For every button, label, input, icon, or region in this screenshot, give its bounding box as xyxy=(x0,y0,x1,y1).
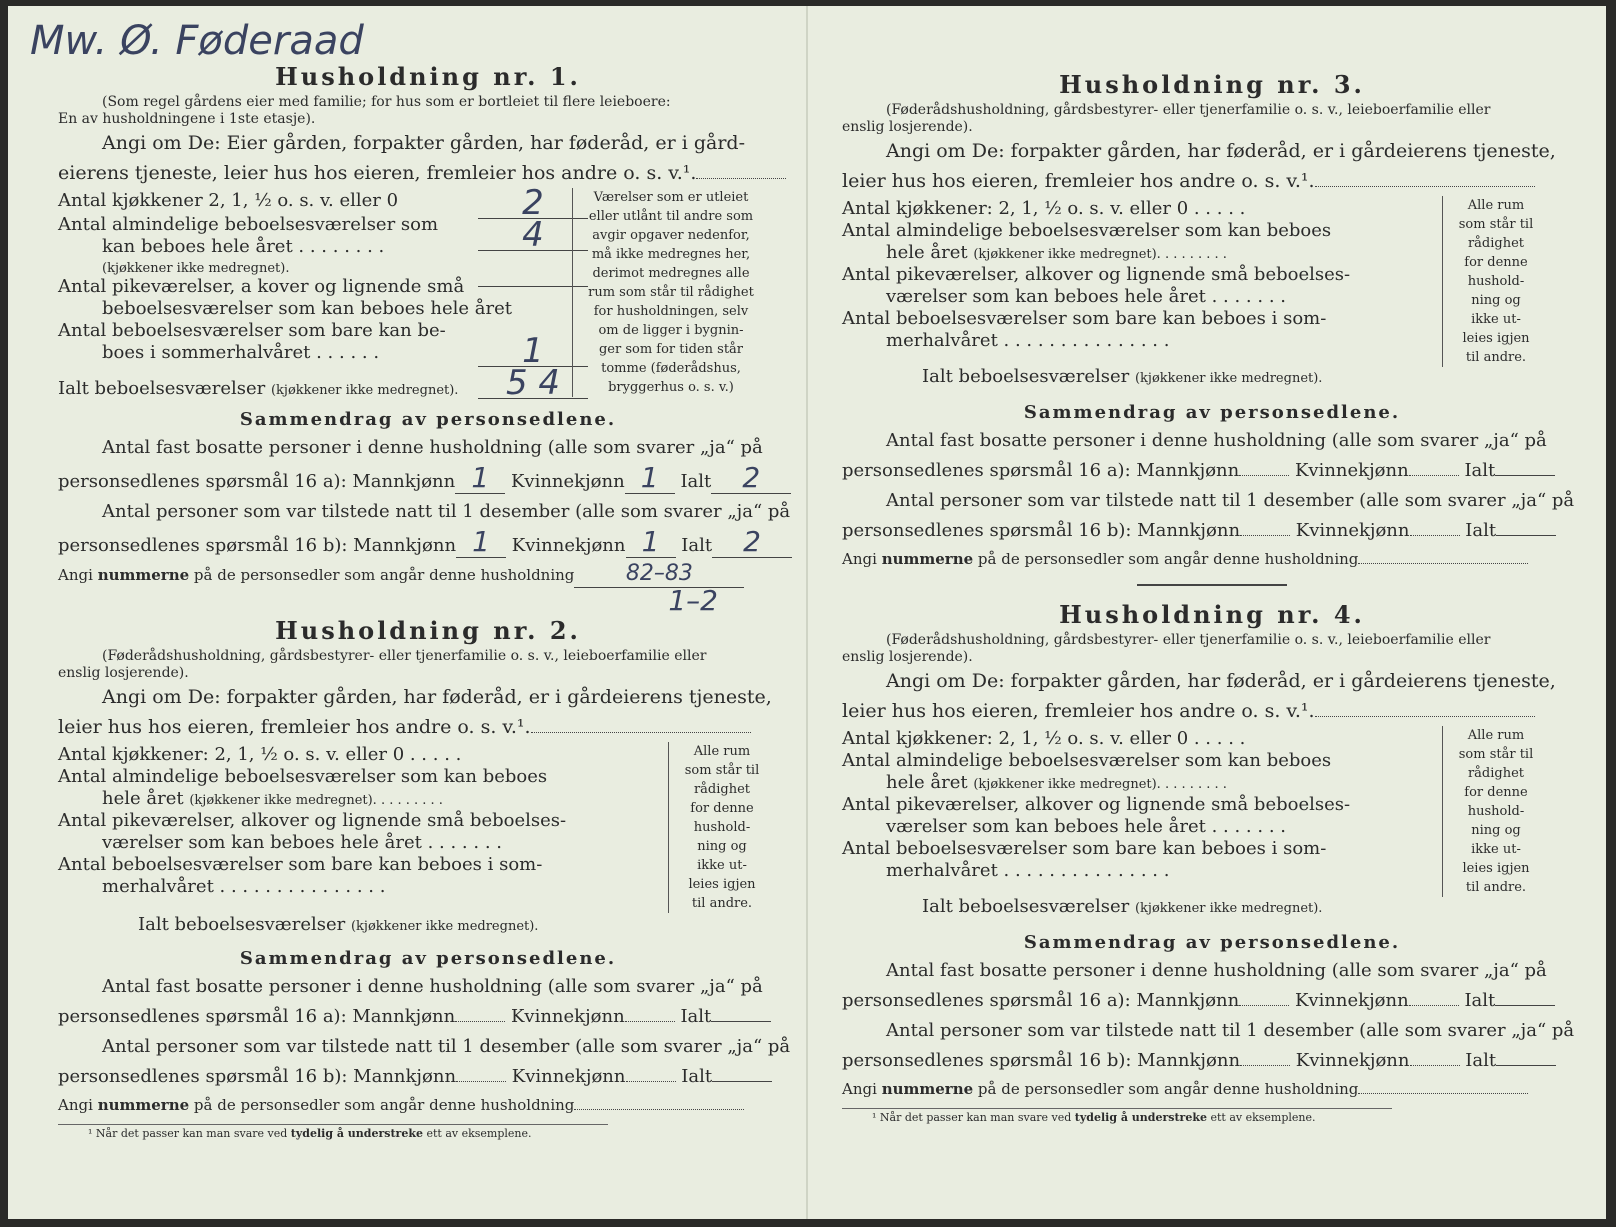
household-3-heading: Husholdning nr. 3. xyxy=(1059,70,1365,99)
brace-note-household-2: Alle rum som står til rådighet for denne hushold- ning og ikke ut- leies igjen til andre. xyxy=(668,742,767,913)
answer-summer-rooms[interactable]: 1 xyxy=(478,336,588,367)
household-1: Husholdning nr. 1. (Som regel gårdens eier med familie; for hus som er bortleiet til flere leieboere: En av husholdningene i 1ste etasje). Angi om De: Eier gården, forpakter gården, har føderåd, er i gård- eierens tjeneste, leier hus hos eieren, fremleier hos andre o. s. v.¹. Antal kjøkkener 2, 1, ½ o. s. v. eller 0 2 Antal almindelige beboelsesværelser som kan beboes hele året . . . . . . . . (kjøkkener ikke medregnet). 4 Antal pikeværelser, a kover og lignende små beboelsesværelser som kan beboes hele året Antal beboelsesværelser som bare kan be- boes i sommerhalvåret . . . . . . 1 Ialt beboelsesværelser (kjøkkener ikke medregnet). 5 4 Værelser som er utleiet eller utlånt til andre som avgir opgaver nedenfor, må ikke medregnes her, derimot medregnes alle rum som står til rådighet for husholdningen, selv om de ligger i bygnin- ger som for tiden står tomme (føderådshus, bryggerhus o. s. v.) Sammendrag av personsedlene. Antal fast bosatte personer i denne husholdning (alle som svarer „ja“ på personsedlenes spørsmål 16 a): Mannkjønn 1 Kvinnekjønn 1 Ialt 2 Antal personer som var tilstede natt til 1 desember (alle som svarer „ja“ på personsedlenes spørsmål 16 b): Mannkjønn 1 Kvinnekjønn 1 Ialt 2 Angi nummerne på de personsedler som angår denne husholdning 82–83 1–2 xyxy=(58,60,798,614)
question-total-rooms: Ialt beboelsesværelser (kjøkkener ikke medregnet). xyxy=(58,378,459,399)
handwritten-header: Mw. Ø. Føderaad xyxy=(30,18,364,64)
summary-heading: Sammendrag av personsedlene. xyxy=(239,409,617,430)
household-4: Husholdning nr. 4. (Føderådshusholdning, gårdsbestyrer- eller tjenerfamilie o. s. v., leieboerfamilie eller enslig losjerende). Angi om De: forpakter gården, har føderåd, er i gårdeierens tjeneste, leier hus hos eieren, fremleier hos andre o. s. v.¹. Antal kjøkkener: 2, 1, ½ o. s. v. eller 0 . . . . . Antal almindelige beboelsesværelser som kan beboes hele året (kjøkkener ikke medregnet). . . . . . . . . Antal pikeværelser, alkover og lignende små beboelses- værelser som kan beboes hele året . . . . . . . Antal beboelsesværelser som bare kan beboes i som- merhalvåret . . . . . . . . . . . . . . . Ialt beboelsesværelser (kjøkkener ikke medregnet). Alle rum som står til rådighet for denne hushold- ning og ikke ut- leies igjen til andre. Sammendrag av personsedlene. Antal fast bosatte personer i denne husholdning (alle som svarer „ja“ på personsedlenes spørsmål 16 a): Mannkjønn Kvinnekjønn Ialt Antal personer som var tilstede natt til 1 desember (alle som svarer „ja“ på personsedlenes spørsmål 16 b): Mannkjønn Kvinnekjønn Ialt Angi nummerne på de personsedler som angår denne husholdning ¹ Når det passer kan man svare ved tydelig å understreke ett av eksemplene. xyxy=(842,598,1582,1124)
right-column xyxy=(842,68,1582,1124)
question-maid-rooms: Antal pikeværelser, a kover og lignende små xyxy=(58,276,465,297)
rooms-block-2: Antal kjøkkener: 2, 1, ½ o. s. v. eller 0 . . . . . Antal almindelige beboelsesværelser som kan beboes hele året (kjøkkener ikke medregnet). . . . . . . . . Antal pikeværelser, alkover og lignende små beboelses- værelser som kan beboes hele året . . . . . . . Antal beboelsesværelser som bare kan beboes i som- merhalvåret . . . . . . . . . . . . . . . Ialt beboelsesværelser (kjøkkener ikke medregnet). Alle rum som står til rådighet for denne hushold- ning og ikke ut- leies igjen til andre. xyxy=(58,742,798,942)
answer-total-rooms[interactable]: 5 4 xyxy=(478,368,588,399)
household-1-note: (Som regel gårdens eier med familie; for hus som er bortleiet til flere leieboere: En av husholdningene i 1ste etasje). xyxy=(58,94,671,127)
rooms-block-3: Antal kjøkkener: 2, 1, ½ o. s. v. eller 0 . . . . . Antal almindelige beboelsesværelser som kan beboes hele året (kjøkkener ikke medregnet). . . . . . . . . Antal pikeværelser, alkover og lignende små beboelses- værelser som kan beboes hele året . . . . . . . Antal beboelsesværelser som bare kan beboes i som- merhalvåret . . . . . . . . . . . . . . . Ialt beboelsesværelser (kjøkkener ikke medregnet). Alle rum som står til rådighet for denne hushold- ning og ikke ut- leies igjen til andre. xyxy=(842,196,1582,396)
intro-line: Angi om De: Eier gården, forpakter gården, har føderåd, er i gård- xyxy=(102,132,745,154)
household-2-heading: Husholdning nr. 2. xyxy=(275,616,581,645)
question-summer-rooms: Antal beboelsesværelser som bare kan be- xyxy=(58,320,446,341)
footnote-right: ¹ Når det passer kan man svare ved tydelig å understreke ett av eksemplene. xyxy=(842,1108,1392,1124)
brace-note-household-4: Alle rum som står til rådighet for denne hushold- ning og ikke ut- leies igjen til andre. xyxy=(1442,726,1541,897)
summary-16a: personsedlenes spørsmål 16 a): Mannkjønn 1 Kvinnekjønn 1 Ialt 2 xyxy=(58,463,798,497)
answer-regular-rooms[interactable]: 4 xyxy=(478,220,588,251)
page-fold xyxy=(806,6,808,1219)
brace-note-household-1: Værelser som er utleiet eller utlånt til andre som avgir opgaver nedenfor, må ikke medregnes her, derimot medregnes alle rum som står til rådighet for husholdningen, selv om de ligger i bygnin- ger som for tiden står tomme (føderådshus, bryggerhus o. s. v.) xyxy=(572,188,761,397)
household-1-heading: Husholdning nr. 1. xyxy=(275,62,581,91)
answer-kitchens[interactable]: 2 xyxy=(478,188,588,219)
rooms-block-4: Antal kjøkkener: 2, 1, ½ o. s. v. eller 0 . . . . . Antal almindelige beboelsesværelser som kan beboes hele året (kjøkkener ikke medregnet). . . . . . . . . Antal pikeværelser, alkover og lignende små beboelses- værelser som kan beboes hele året . . . . . . . Antal beboelsesværelser som bare kan beboes i som- merhalvåret . . . . . . . . . . . . . . . Ialt beboelsesværelser (kjøkkener ikke medregnet). Alle rum som står til rådighet for denne hushold- ning og ikke ut- leies igjen til andre. xyxy=(842,726,1582,926)
left-column xyxy=(58,60,798,1140)
household-4-heading: Husholdning nr. 4. xyxy=(1059,600,1365,629)
household-2-note: (Føderådshusholdning, gårdsbestyrer- eller tjenerfamilie o. s. v., leieboerfamilie eller enslig losjerende). xyxy=(58,648,707,681)
question-regular-rooms: Antal almindelige beboelsesværelser som xyxy=(58,214,439,235)
household-3: Husholdning nr. 3. (Føderådshusholdning, gårdsbestyrer- eller tjenerfamilie o. s. v., leieboerfamilie eller enslig losjerende). Angi om De: forpakter gården, har føderåd, er i gårdeierens tjeneste, leier hus hos eieren, fremleier hos andre o. s. v.¹. Antal kjøkkener: 2, 1, ½ o. s. v. eller 0 . . . . . Antal almindelige beboelsesværelser som kan beboes hele året (kjøkkener ikke medregnet). . . . . . . . . Antal pikeværelser, alkover og lignende små beboelses- værelser som kan beboes hele året . . . . . . . Antal beboelsesværelser som bare kan beboes i som- merhalvåret . . . . . . . . . . . . . . . Ialt beboelsesværelser (kjøkkener ikke medregnet). Alle rum som står til rådighet for denne hushold- ning og ikke ut- leies igjen til andre. Sammendrag av personsedlene. Antal fast bosatte personer i denne husholdning (alle som svarer „ja“ på personsedlenes spørsmål 16 a): Mannkjønn Kvinnekjønn Ialt Antal personer som var tilstede natt til 1 desember (alle som svarer „ja“ på personsedlenes spørsmål 16 b): Mannkjønn Kvinnekjønn Ialt Angi nummerne på de personsedler som angår denne husholdning xyxy=(842,68,1582,586)
household-2: Husholdning nr. 2. (Føderådshusholdning, gårdsbestyrer- eller tjenerfamilie o. s. v., leieboerfamilie eller enslig losjerende). Angi om De: forpakter gården, har føderåd, er i gårdeierens tjeneste, leier hus hos eieren, fremleier hos andre o. s. v.¹. Antal kjøkkener: 2, 1, ½ o. s. v. eller 0 . . . . . Antal almindelige beboelsesværelser som kan beboes hele året (kjøkkener ikke medregnet). . . . . . . . . Antal pikeværelser, alkover og lignende små beboelses- værelser som kan beboes hele året . . . . . . . Antal beboelsesværelser som bare kan beboes i som- merhalvåret . . . . . . . . . . . . . . . Ialt beboelsesværelser (kjøkkener ikke medregnet). Alle rum som står til rådighet for denne hushold- ning og ikke ut- leies igjen til andre. Sammendrag av personsedlene. Antal fast bosatte personer i denne husholdning (alle som svarer „ja“ på personsedlenes spørsmål 16 a): Mannkjønn Kvinnekjønn Ialt Antal personer som var tilstede natt til 1 desember (alle som svarer „ja“ på personsedlenes spørsmål 16 b): Mannkjønn Kvinnekjønn Ialt Angi nummerne på de personsedler som angår denne husholdning ¹ Når det passer kan man svare ved tydelig å understreke ett av eksemplene. xyxy=(58,614,798,1140)
footnote-left: ¹ Når det passer kan man svare ved tydelig å understreke ett av eksemplene. xyxy=(58,1124,608,1140)
question-kitchens: Antal kjøkkener 2, 1, ½ o. s. v. eller 0 xyxy=(58,190,399,211)
rooms-block: Antal kjøkkener 2, 1, ½ o. s. v. eller 0 2 Antal almindelige beboelsesværelser som kan beboes hele året . . . . . . . . (kjøkkener ikke medregnet). 4 Antal pikeværelser, a kover og lignende små beboelsesværelser som kan beboes hele året Antal beboelsesværelser som bare kan be- boes i sommerhalvåret . . . . . . 1 Ialt beboelsesværelser (kjøkkener ikke medregnet). 5 4 Værelser som er utleiet eller utlånt til andre som avgir opgaver nedenfor, må ikke medregnes her, derimot medregnes alle rum som står til rådighet for husholdningen, selv om de ligger i bygnin- ger som for tiden står tomme (føderådshus, bryggerhus o. s. v.) xyxy=(58,188,798,403)
brace-note-household-3: Alle rum som står til rådighet for denne hushold- ning og ikke ut- leies igjen til andre. xyxy=(1442,196,1541,367)
summary-16b: personsedlenes spørsmål 16 b): Mannkjønn 1 Kvinnekjønn 1 Ialt 2 xyxy=(58,527,798,561)
intro-line-2: eierens tjeneste, leier hus hos eieren, fremleier hos andre o. s. v.¹. xyxy=(58,158,798,188)
numbers-line: Angi nummerne på de personsedler som angår denne husholdning 82–83 xyxy=(58,561,798,588)
section-divider xyxy=(1137,584,1287,586)
numbers-extra: 1–2 xyxy=(668,584,718,617)
